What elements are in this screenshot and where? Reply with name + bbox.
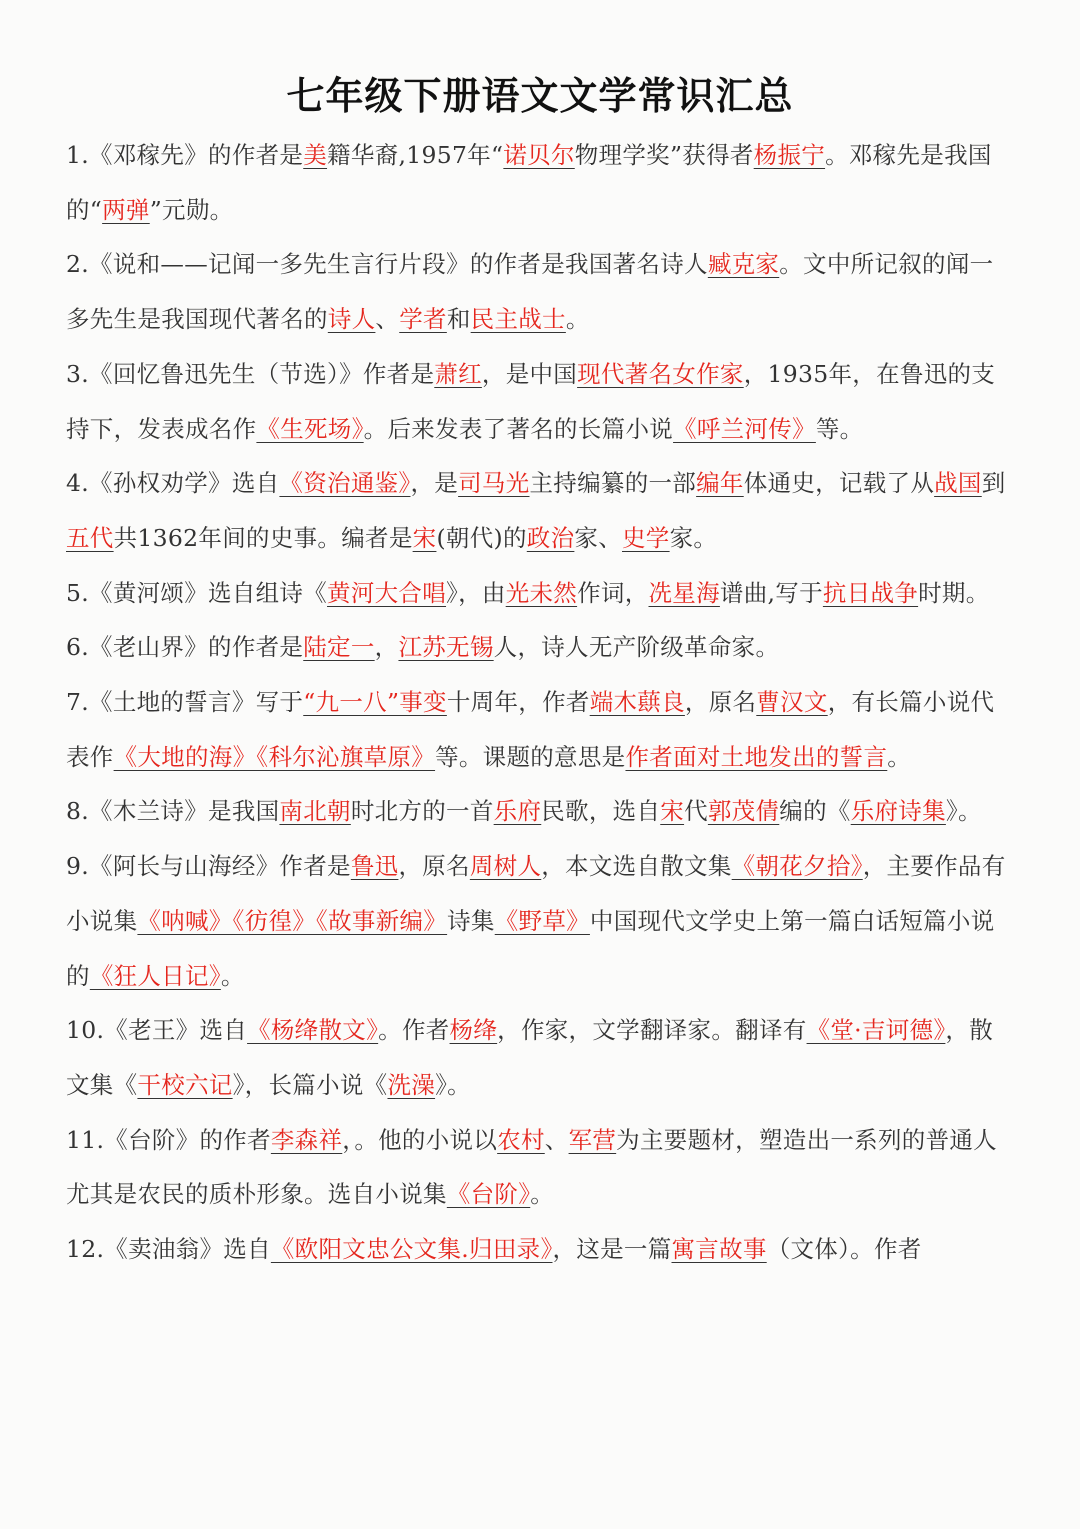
answer-highlight: 《杨绛散文》 — [247, 1016, 379, 1045]
answer-highlight: 《资治通鉴》 — [279, 469, 411, 498]
item-text: 。作者 — [378, 1016, 450, 1045]
item-text: 民歌，选自 — [541, 797, 661, 826]
item-text: ”元勋。 — [149, 195, 234, 224]
answer-highlight: 《朝花夕拾》 — [731, 852, 863, 881]
answer-highlight: 《欧阳文忠公文集.归田录》 — [270, 1235, 553, 1264]
answer-highlight: 黄河大合唱 — [327, 578, 447, 607]
list-item — [66, 237, 1016, 346]
answer-highlight: 宋 — [412, 523, 437, 552]
answer-highlight: 五代 — [66, 523, 114, 552]
answer-highlight: 司马光 — [458, 469, 530, 498]
list-item — [66, 620, 1016, 675]
answer-highlight: 周树人 — [469, 852, 542, 881]
item-text: ，这是一篇 — [552, 1235, 672, 1264]
answer-highlight: 臧克家 — [707, 250, 780, 279]
answer-highlight: 抗日战争 — [822, 578, 919, 607]
item-text: 十周年，作者 — [446, 688, 590, 717]
item-text: 谱曲,写于 — [719, 578, 823, 607]
answer-highlight: 编年 — [696, 469, 744, 498]
answer-highlight: 光未然 — [505, 578, 578, 607]
item-text: ，散文集《 — [66, 1016, 993, 1099]
item-text: 4.《孙权劝学》选自 — [66, 469, 280, 498]
item-text: 人，诗人无产阶级革命家。 — [493, 633, 780, 662]
answer-highlight: 曹汉文 — [756, 688, 828, 717]
item-text: 1.《邓稼先》的作者是 — [66, 141, 304, 169]
item-text: 。邓稼先是我国的“ — [66, 141, 992, 224]
answer-highlight: 鲁迅 — [350, 852, 399, 881]
answer-highlight: 《大地的海》《科尔沁旗草原》 — [113, 742, 436, 771]
answer-highlight: 宋 — [660, 797, 685, 826]
item-text: 和 — [446, 305, 471, 334]
answer-highlight: 杨振宁 — [753, 141, 826, 169]
list-item — [66, 675, 1016, 784]
item-text: 主持编纂的一部 — [529, 469, 697, 498]
answer-highlight: 寓言故事 — [671, 1235, 767, 1264]
item-text: ，是 — [410, 469, 459, 498]
item-text: 家、 — [574, 523, 622, 552]
list-item — [66, 1222, 1016, 1277]
item-text: 、 — [544, 1125, 569, 1154]
item-text: 12.《卖油翁》选自 — [66, 1235, 271, 1264]
answer-highlight: 学者 — [399, 305, 447, 334]
item-text: ，原名 — [684, 688, 757, 717]
answer-highlight: 《野草》 — [494, 906, 590, 935]
item-text: ，是中国 — [481, 359, 578, 388]
item-text: 时北方的一首 — [350, 797, 494, 826]
item-text: ，原名 — [398, 852, 470, 881]
item-text: 11.《台阶》的作者 — [66, 1125, 271, 1154]
answer-highlight: 战国 — [934, 469, 982, 498]
answer-highlight: 农村 — [497, 1125, 545, 1154]
item-text: 体通史，记载了从 — [743, 469, 935, 498]
item-text: ， — [374, 633, 399, 662]
answer-highlight: 李森祥 — [270, 1125, 343, 1154]
answer-highlight: 《呼兰河传》 — [673, 414, 816, 443]
item-text: 》。 — [945, 797, 982, 826]
answer-highlight: 美 — [303, 141, 328, 169]
item-text: 7.《土地的誓言》写于 — [66, 688, 304, 717]
answer-highlight: 两弹 — [102, 195, 150, 224]
list-item — [66, 784, 1016, 839]
item-text: 等。课题的意思是 — [435, 742, 626, 771]
item-text: 10.《老王》选自 — [66, 1016, 248, 1045]
page-title: 七年级下册语文文学常识汇总 — [286, 74, 794, 118]
item-text: ，1935年，在鲁迅的支持下，发表成名作 — [66, 359, 996, 443]
answer-highlight: 南北朝 — [279, 797, 351, 826]
list-item — [66, 1113, 1016, 1222]
item-text: ，作家，文学翻译家。翻译有 — [497, 1016, 807, 1045]
answer-highlight: 江苏无锡 — [398, 633, 494, 662]
item-text: 9.《阿长与山海经》作者是 — [66, 852, 351, 881]
item-text: 时期。 — [918, 578, 990, 607]
answer-highlight: 萧红 — [434, 359, 482, 388]
item-text: 6.《老山界》的作者是 — [66, 633, 304, 662]
item-text: 》，由 — [446, 578, 506, 607]
answer-highlight: 乐府诗集 — [850, 797, 946, 826]
item-text: ，。他的小说以 — [342, 1125, 498, 1154]
item-text: 到 — [981, 469, 1006, 498]
item-text: 。文中所记叙的闻一多先生是我国现代著名的 — [66, 250, 994, 334]
item-text: 。 — [220, 961, 245, 990]
list-item — [66, 1003, 1016, 1112]
item-text: 8.《木兰诗》是我国 — [66, 797, 280, 826]
list-item — [66, 347, 1016, 456]
list-item — [66, 456, 1016, 565]
item-text: 作词， — [577, 578, 649, 607]
knowledge-list — [66, 128, 1016, 1277]
item-text: 。 — [887, 742, 912, 771]
answer-highlight: 政治 — [526, 523, 575, 552]
item-text: 、 — [375, 305, 400, 334]
answer-highlight: 民主战士 — [470, 305, 566, 334]
answer-highlight: 诗人 — [327, 305, 376, 334]
answer-highlight: 冼星海 — [648, 578, 720, 607]
item-text: 为主要题材，塑造出一系列的普通人尤其是农民的质朴形象。选自小说集 — [66, 1125, 997, 1209]
answer-highlight: 杨绛 — [449, 1016, 498, 1045]
item-text: 。 — [530, 1180, 555, 1209]
item-text: 共1362年间的史事。编者是 — [113, 523, 413, 552]
answer-highlight: 干校六记 — [137, 1070, 233, 1099]
item-text: 2.《说和——记闻一多先生言行片段》的作者是我国著名诗人 — [66, 250, 708, 279]
answer-highlight: 诺贝尔 — [503, 141, 575, 169]
item-text: 》。 — [435, 1070, 471, 1099]
item-text: 物理学奖”获得者 — [574, 141, 754, 169]
answer-highlight: 军营 — [568, 1125, 617, 1154]
item-text: 家。 — [669, 523, 718, 552]
item-text: （文体）。作者 — [766, 1235, 922, 1264]
answer-highlight: 《台阶》 — [446, 1180, 531, 1209]
item-text: ，主要作品有小说集 — [66, 852, 1006, 935]
item-text: 。 — [565, 305, 590, 334]
item-text: 3.《回忆鲁迅先生（节选）》作者是 — [66, 359, 435, 388]
item-text: 代 — [684, 797, 708, 826]
answer-highlight: 《呐喊》《彷徨》《故事新编》 — [137, 906, 448, 935]
answer-highlight: 洗澡 — [387, 1070, 436, 1099]
list-item — [66, 566, 1016, 621]
item-text: 等。 — [815, 414, 864, 443]
answer-highlight: 《狂人日记》 — [89, 961, 221, 990]
answer-highlight: 《堂·吉诃德》 — [806, 1016, 946, 1045]
item-text: 5.《黄河颂》选自组诗《 — [66, 578, 328, 607]
item-text: ，本文选自散文集 — [541, 852, 732, 881]
answer-highlight: 陆定一 — [303, 633, 375, 662]
list-item — [66, 128, 1016, 237]
list-item — [66, 839, 1016, 1003]
item-text: 籍华裔,1957年“ — [327, 141, 504, 169]
answer-highlight: 作者面对土地发出的誓言 — [625, 742, 888, 771]
item-text: ，有长篇小说代表作 — [66, 688, 995, 771]
answer-highlight: 端木蕻良 — [589, 688, 685, 717]
item-text: 》，长篇小说《 — [232, 1070, 388, 1099]
item-text: 。后来发表了著名的长篇小说 — [363, 414, 674, 443]
item-text: (朝代)的 — [436, 523, 527, 552]
item-text: 诗集 — [447, 906, 495, 935]
item-text: 编的《 — [779, 797, 851, 826]
item-text: 中国现代文学史上第一篇白话短篇小说的 — [66, 906, 995, 990]
answer-highlight: 现代著名女作家 — [577, 359, 744, 388]
answer-highlight: “九一八”事变 — [303, 688, 447, 717]
answer-highlight: 史学 — [622, 523, 670, 552]
answer-highlight: 《生死场》 — [256, 414, 364, 443]
answer-highlight: 郭茂倩 — [707, 797, 780, 826]
answer-highlight: 乐府 — [493, 797, 542, 826]
